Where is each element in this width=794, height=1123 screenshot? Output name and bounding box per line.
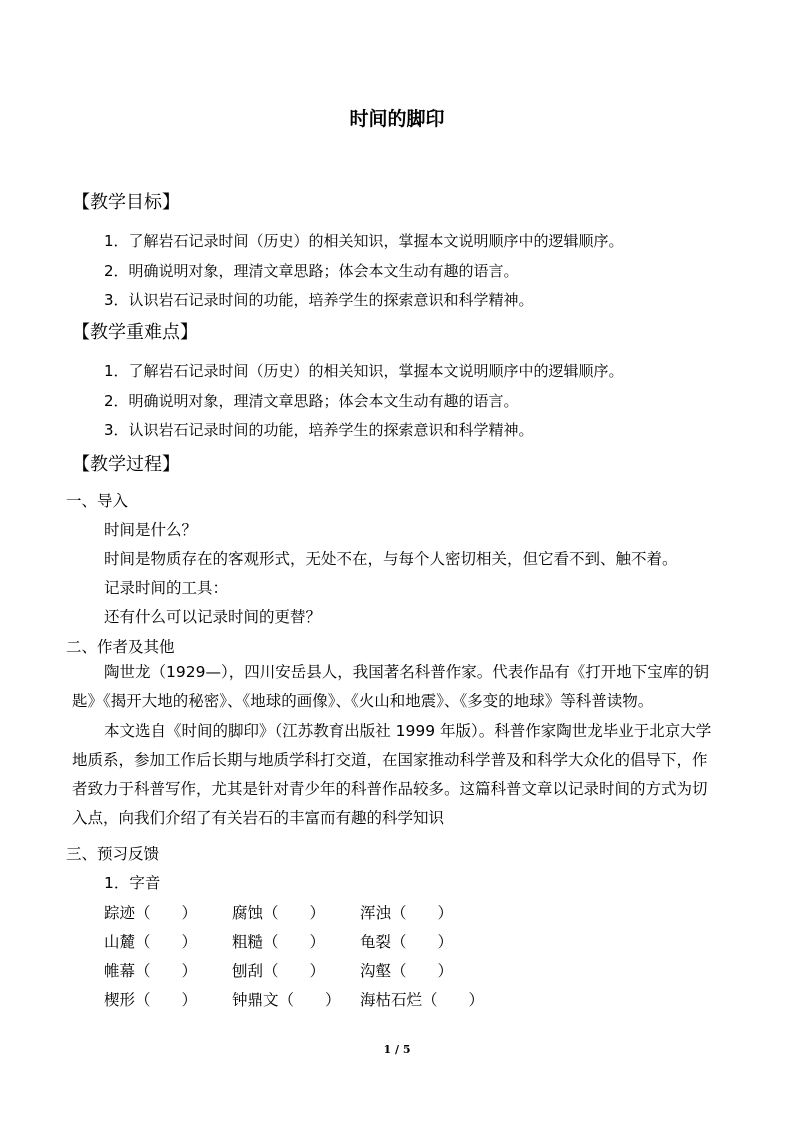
pronunciation-cell: 帷幕（ ） <box>104 962 198 980</box>
pronunciation-cell: 踪迹（ ） <box>104 904 198 922</box>
keypoint-item: 3．认识岩石记录时间的功能，培养学生的探索意识和科学精神。 <box>104 421 534 439</box>
pronunciation-cell: 龟裂（ ） <box>360 933 454 951</box>
preview-subheading: 1．字音 <box>104 874 161 892</box>
pronunciation-cell: 钟鼎文（ ） <box>232 991 341 1009</box>
section-heading-keypoints: 【教学重难点】 <box>72 322 198 343</box>
pronunciation-cell: 腐蚀（ ） <box>232 904 326 922</box>
subheading-preview: 三、预习反馈 <box>66 845 160 863</box>
pronunciation-cell: 粗糙（ ） <box>232 933 326 951</box>
intro-line: 时间是什么？ <box>104 521 198 539</box>
document-title: 时间的脚印 <box>349 108 445 130</box>
author-paragraph: 陶世龙（1929—），四川安岳县人，我国著名科普作家。代表作品有《打开地下宝库的钥匙》《揭开大地的秘密》、《地球的画像》、《火山和地震》、《多变的地球》等科普读物。 <box>72 663 710 710</box>
section-heading-objectives: 【教学目标】 <box>72 192 180 213</box>
page-number: 1 / 5 <box>383 1043 411 1056</box>
pronunciation-cell: 浑浊（ ） <box>360 904 454 922</box>
keypoint-item: 1．了解岩石记录时间（历史）的相关知识，掌握本文说明顺序中的逻辑顺序。 <box>104 362 624 380</box>
pronunciation-cell: 山麓（ ） <box>104 933 198 951</box>
subheading-author: 二、作者及其他 <box>66 638 175 656</box>
pronunciation-cell: 海枯石烂（ ） <box>360 991 485 1009</box>
intro-line: 时间是物质存在的客观形式，无处不在，与每个人密切相关，但它看不到、触不着。 <box>104 550 678 568</box>
subheading-intro: 一、导入 <box>66 492 129 510</box>
intro-line: 还有什么可以记录时间的更替？ <box>104 608 322 626</box>
pronunciation-cell: 沟壑（ ） <box>360 962 454 980</box>
objective-item: 1．了解岩石记录时间（历史）的相关知识，掌握本文说明顺序中的逻辑顺序。 <box>104 232 624 250</box>
section-heading-process: 【教学过程】 <box>72 454 180 475</box>
objective-item: 2．明确说明对象，理清文章思路；体会本文生动有趣的语言。 <box>104 262 519 280</box>
keypoint-item: 2．明确说明对象，理清文章思路；体会本文生动有趣的语言。 <box>104 392 519 410</box>
objective-item: 3．认识岩石记录时间的功能，培养学生的探索意识和科学精神。 <box>104 291 534 309</box>
intro-line: 记录时间的工具： <box>104 579 229 597</box>
pronunciation-cell: 刨刮（ ） <box>232 962 326 980</box>
pronunciation-cell: 楔形（ ） <box>104 991 198 1009</box>
source-paragraph: 本文选自《时间的脚印》（江苏教育出版社 1999 年版）。科普作家陶世龙毕业于北京大学地质系，参加工作后长期与地质学科打交道，在国家推动科学普及和科学大众化的倡导下，作者致力于科普写作，尤其是针对青少年的科普作品较多。这篇科普文章以记录时间的方式为切入点，向我们介绍了有关岩石的丰富而有趣的科学知识 <box>72 722 712 827</box>
